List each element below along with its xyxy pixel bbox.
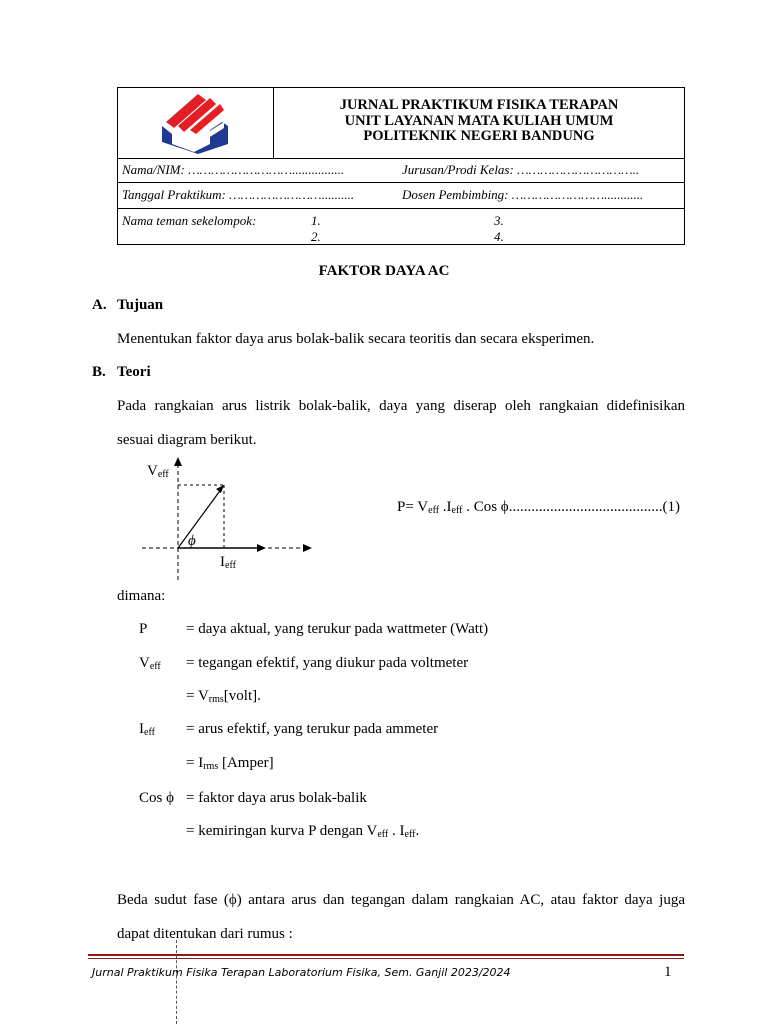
diagram-v-label: $V_{eff}$	[147, 463, 169, 480]
h-axis-arrow-icon	[303, 544, 312, 552]
section-a-title: Tujuan	[117, 297, 164, 313]
teori-line-1: Pada rangkaian arus listrik bolak-balik, daya yang diserap oleh rangkaian didefinisikan	[117, 398, 685, 414]
page-number: 1	[664, 964, 672, 980]
nama-nim-field: Nama/NIM: ………………………................	[122, 162, 345, 177]
teman-2: 2.	[311, 229, 321, 244]
def-i-symbol: $I_{eff}$	[139, 721, 155, 738]
section-b-title: Teori	[117, 364, 151, 380]
section-b-number: B.	[92, 364, 106, 380]
logo-cell	[118, 88, 274, 158]
def-p-symbol: P	[139, 621, 148, 637]
teman-1: 1.	[311, 213, 321, 228]
journal-title-line-1: JURNAL PRAKTIKUM FISIKA TERAPAN	[339, 97, 619, 113]
def-v-text: = tegangan efektif, yang diukur pada voltmeter	[186, 655, 469, 671]
vector-arrow-icon	[216, 485, 224, 493]
document-title: FAKTOR DAYA AC	[318, 263, 450, 279]
polban-logo-icon	[158, 92, 238, 154]
teman-3: 3.	[494, 213, 504, 228]
teori-line-2: sesuai diagram berikut.	[117, 432, 257, 448]
journal-title-line-3: POLITEKNIK NEGERI BANDUNG	[363, 128, 595, 144]
footer-rule-thick	[88, 954, 684, 956]
def-v-rms: = $V_{rms}[volt]$.	[186, 688, 261, 705]
def-i-text: = arus efektif, yang terukur pada ammeter	[186, 721, 439, 737]
def-p-text: = daya aktual, yang terukur pada wattmeter (Watt)	[186, 621, 489, 637]
journal-header-table	[117, 87, 685, 245]
def-cos-symbol: Cos ϕ	[139, 790, 174, 806]
diagram-i-label: $I_{eff}$	[220, 554, 236, 571]
page-margin-dashed-line	[176, 940, 177, 1024]
power-formula: $P= V_{eff}$ $.I_{eff}$ . Cos ϕ.........................................(1)	[397, 499, 680, 516]
tujuan-text: Menentukan faktor daya arus bolak-balik secara teoritis dan secara eksperimen.	[117, 331, 595, 347]
teman-4: 4.	[494, 229, 504, 244]
def-i-rms: = $I_{rms}$ [Amper]	[186, 755, 274, 772]
header-row-teman	[118, 208, 684, 245]
def-cos-text: = faktor daya arus bolak-balik	[186, 790, 367, 806]
jurusan-field: Jurusan/Prodi Kelas: …………………………..	[402, 162, 640, 177]
tanggal-field: Tanggal Praktikum: ……………………..........	[122, 187, 355, 202]
v-axis-arrow-icon	[174, 457, 182, 466]
beda-line-1: Beda sudut fase (ϕ) antara arus dan tegangan dalam rangkaian AC, atau faktor daya juga	[117, 892, 685, 908]
def-cos-slope: = kemiringan kurva P dengan $V_{eff}$ . $I_{eff}$.	[186, 823, 420, 840]
footer-text: Jurnal Praktikum Fisika Terapan Laboratorium Fisika, Sem. Ganjil 2023/2024	[92, 966, 511, 979]
header-row-nama	[118, 158, 684, 182]
header-row-tanggal	[118, 182, 684, 208]
section-a-number: A.	[92, 297, 107, 313]
diagram-phi-label: ϕ	[188, 533, 196, 549]
dosen-field: Dosen Pembimbing: ……………………............	[402, 187, 644, 202]
journal-title-line-2: UNIT LAYANAN MATA KULIAH UMUM	[344, 112, 614, 129]
footer-rule-thin	[88, 958, 684, 959]
journal-title-cell	[274, 88, 684, 158]
teman-label: Nama teman sekelompok:	[122, 213, 257, 228]
dimana-label: dimana:	[117, 588, 166, 604]
current-arrow-icon	[257, 544, 266, 552]
beda-line-2: dapat ditentukan dari rumus :	[117, 926, 293, 942]
def-v-symbol: $V_{eff}$	[139, 655, 161, 672]
